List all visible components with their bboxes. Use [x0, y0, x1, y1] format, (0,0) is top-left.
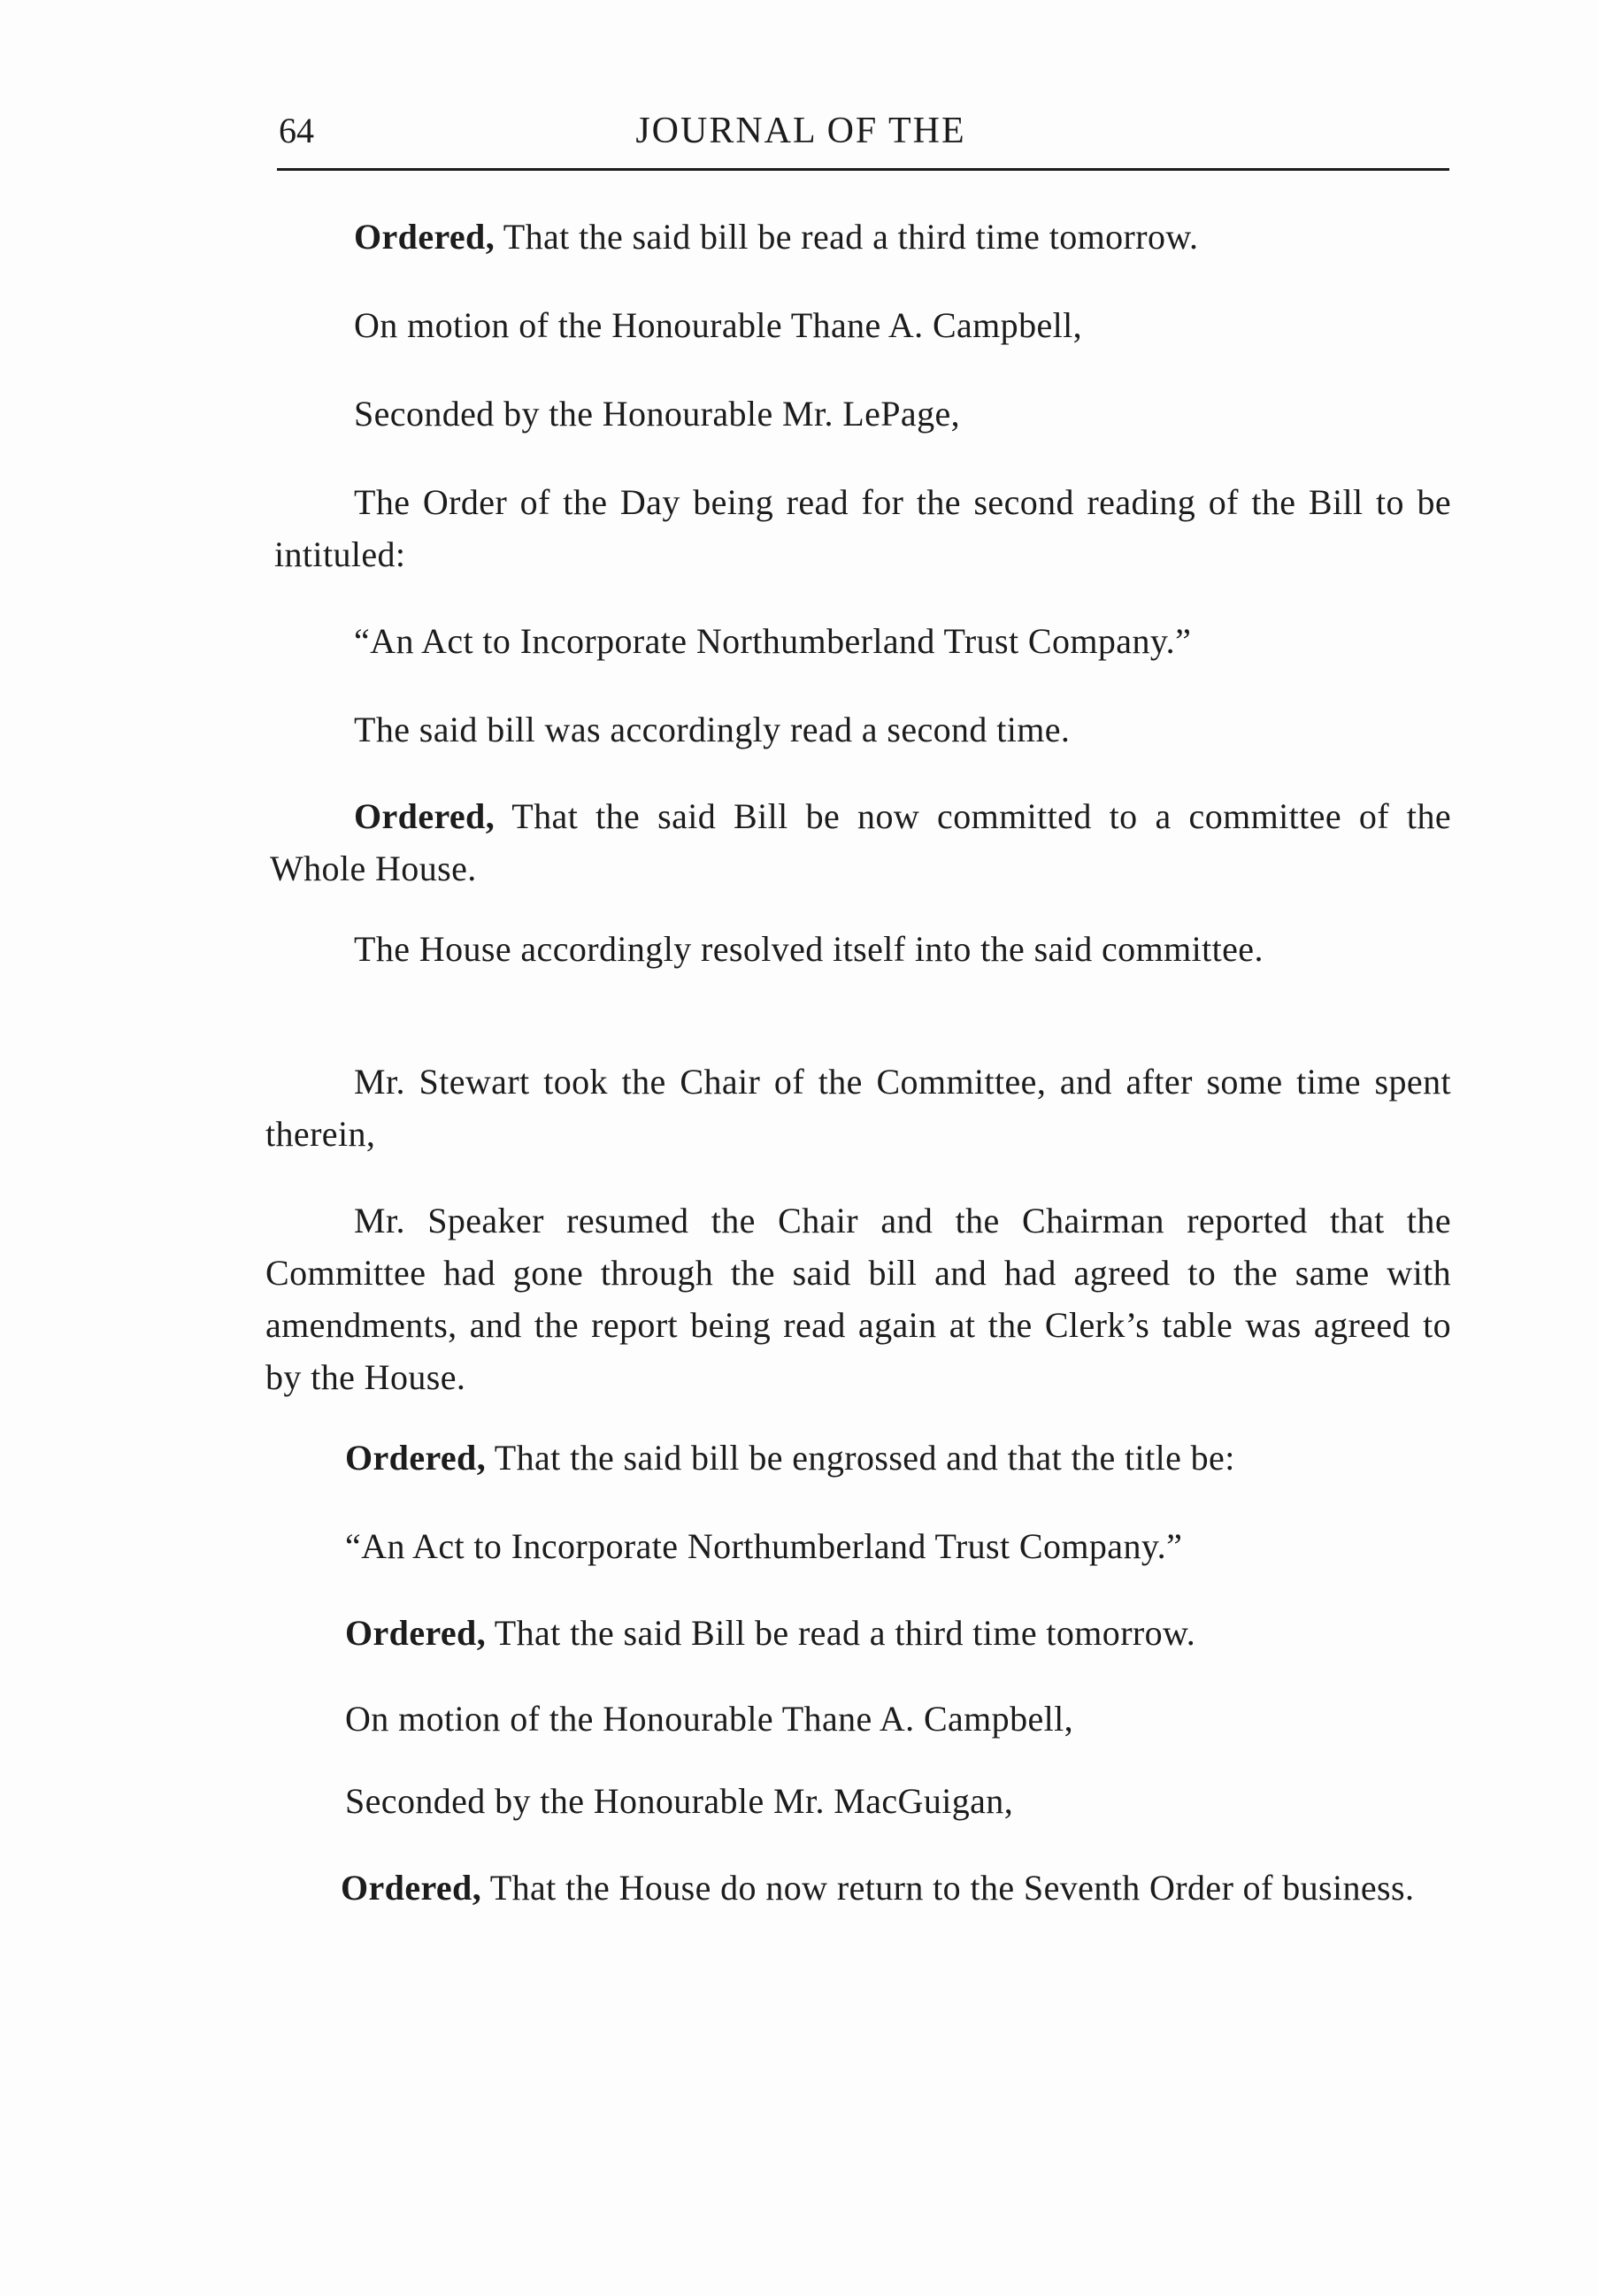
paragraph-ordered-third-reading-2 — [257, 1607, 1451, 1659]
ordered-label: Ordered, — [345, 1438, 487, 1478]
paragraph-text: “An Act to Incorporate Northumberland Trust Company.” — [345, 1526, 1183, 1566]
paragraph-text: The House accordingly resolved itself into the said committee. — [354, 929, 1264, 969]
paragraph-text: On motion of the Honourable Thane A. Campbell, — [345, 1699, 1074, 1739]
ordered-label: Ordered, — [345, 1613, 487, 1653]
paragraph-bill-title — [265, 615, 1451, 667]
paragraph-text: Seconded by the Honourable Mr. MacGuigan, — [345, 1781, 1014, 1821]
paragraph-ordered-third-reading — [265, 211, 1451, 263]
paragraph-text: On motion of the Honourable Thane A. Campbell, — [354, 305, 1083, 345]
paragraph-text: The said bill was accordingly read a second time. — [354, 710, 1071, 749]
paragraph-ordered-engrossed — [257, 1432, 1451, 1484]
paragraph-text: Mr. Stewart took the Chair of the Committee, and after some time spent therein, — [265, 1062, 1451, 1154]
paragraph-order-of-day — [274, 476, 1451, 580]
paragraph-ordered-committed — [270, 790, 1451, 895]
paragraph-text: The Order of the Day being read for the second reading of the Bill to be intituled: — [274, 482, 1451, 574]
paragraph-text: That the said bill be engrossed and that the title be: — [486, 1438, 1235, 1478]
ordered-label: Ordered, — [354, 217, 496, 257]
paragraph-text: “An Act to Incorporate Northumberland Trust Company.” — [354, 621, 1192, 661]
running-head — [279, 104, 1447, 157]
journal-title: JOURNAL OF THE — [635, 111, 966, 151]
paragraph-seconded-2 — [257, 1775, 1451, 1827]
paragraph-bill-title-repeat — [257, 1520, 1451, 1572]
paragraph-text: That the House do now return to the Seventh Order of business. — [481, 1868, 1415, 1908]
paragraph-resolved-committee — [265, 923, 1451, 975]
paragraph-text: That the said bill be read a third time tomorrow. — [495, 217, 1199, 257]
paragraph-seconded — [265, 388, 1451, 440]
header-rule — [277, 168, 1449, 171]
paragraph-text: That the said Bill be read a third time tomorrow. — [486, 1613, 1196, 1653]
paragraph-text: That the said Bill be now committed to a committee of the Whole House. — [270, 796, 1451, 888]
paragraph-ordered-return — [257, 1862, 1442, 1914]
ordered-label: Ordered, — [341, 1868, 482, 1908]
paragraph-motion — [265, 299, 1451, 351]
paragraph-text: Seconded by the Honourable Mr. LePage, — [354, 394, 961, 434]
paragraph-chair-committee — [265, 1056, 1451, 1160]
paragraph-speaker-report — [265, 1194, 1451, 1403]
paragraph-second-reading — [265, 703, 1451, 756]
paragraph-motion-2 — [257, 1693, 1451, 1745]
page-number: 64 — [279, 111, 314, 150]
ordered-label: Ordered, — [354, 796, 496, 836]
paragraph-text: Mr. Speaker resumed the Chair and the Chairman reported that the Committee had gone through the said bill and had agreed to the same with amendments, and the report being read again at the Clerk’s table was agreed to by the House. — [265, 1201, 1451, 1397]
